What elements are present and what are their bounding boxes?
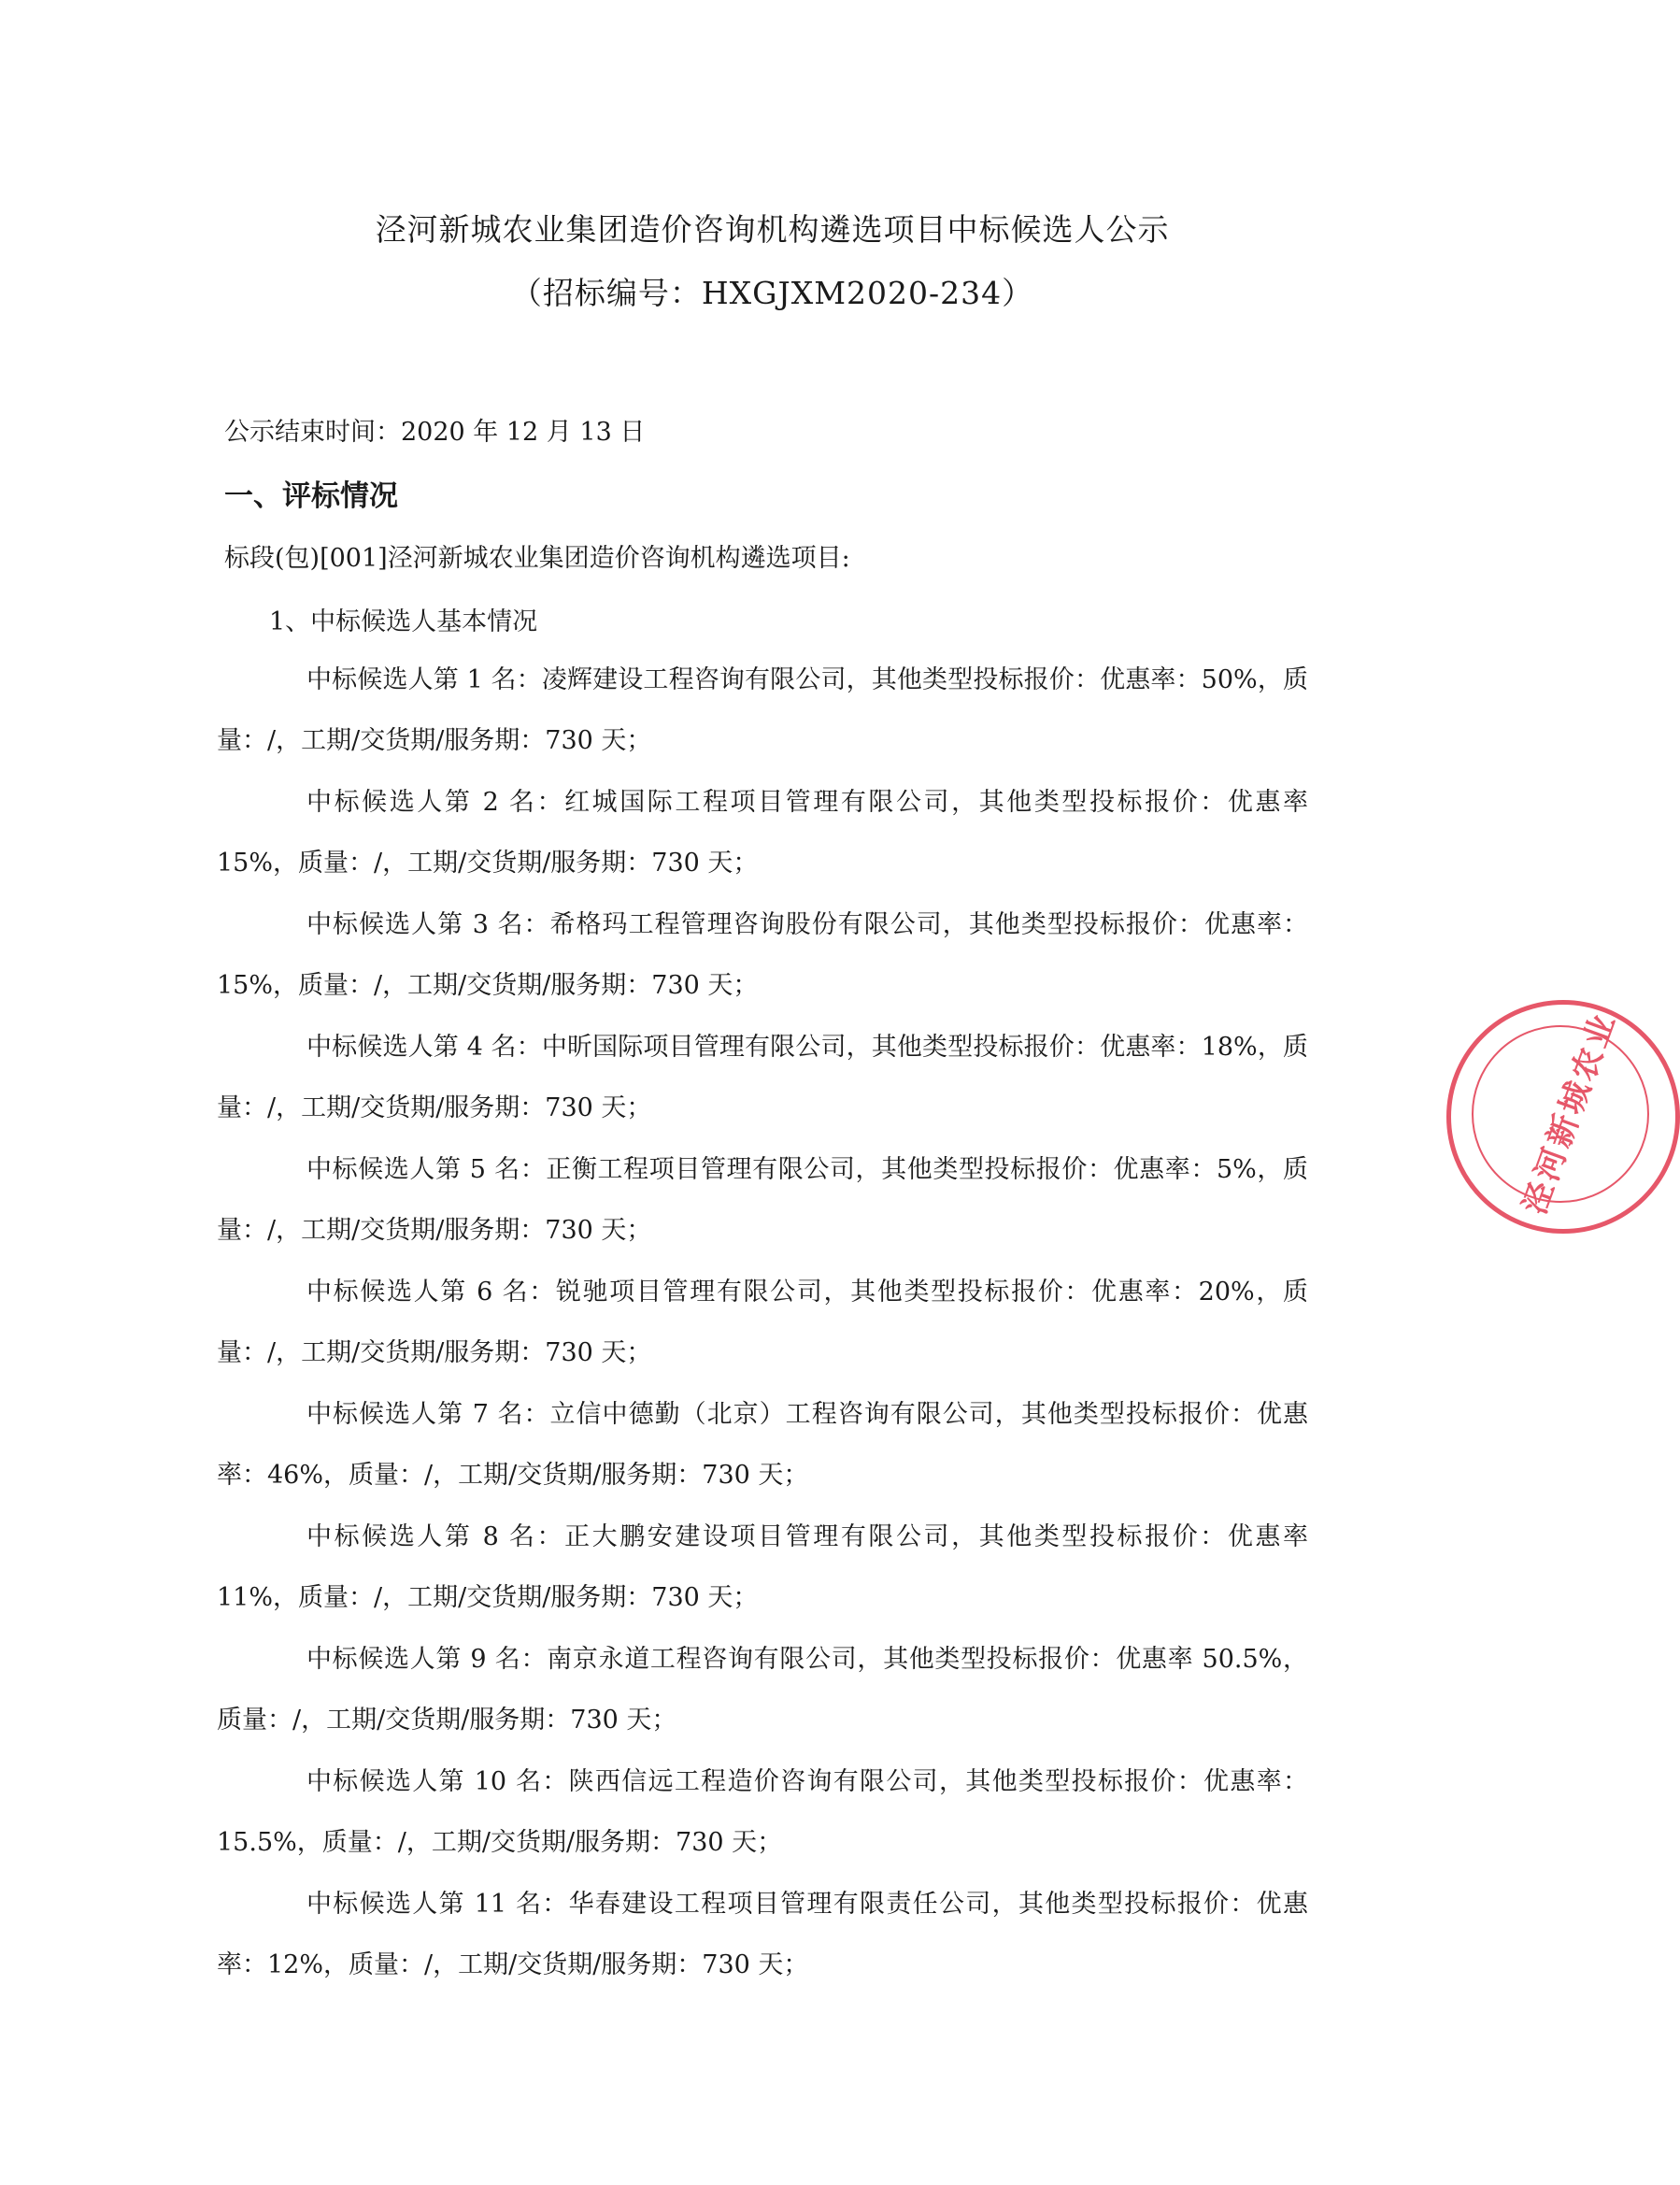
section-heading-evaluation: 一、评标情况 — [224, 479, 398, 513]
subsection-heading: 1、中标候选人基本情况 — [269, 607, 538, 636]
candidate-paragraph: 中标候选人第 6 名：锐驰项目管理有限公司，其他类型投标报价：优惠率：20%，质量：/，工期/交货期/服务期：730 天； — [217, 1278, 1308, 1367]
red-seal-stamp — [1446, 1000, 1680, 1234]
candidate-paragraph: 中标候选人第 7 名：立信中德勤（北京）工程咨询有限公司，其他类型投标报价：优惠率：46%，质量：/，工期/交货期/服务期：730 天； — [217, 1400, 1308, 1490]
candidate-paragraph: 中标候选人第 2 名：红城国际工程项目管理有限公司，其他类型投标报价：优惠率 15%，质量：/，工期/交货期/服务期：730 天； — [217, 788, 1308, 878]
candidate-paragraph: 中标候选人第 1 名：凌辉建设工程咨询有限公司，其他类型投标报价：优惠率：50%，质量：/，工期/交货期/服务期：730 天； — [217, 665, 1308, 755]
candidate-paragraph: 中标候选人第 4 名：中昕国际项目管理有限公司，其他类型投标报价：优惠率：18%，质量：/，工期/交货期/服务期：730 天； — [217, 1033, 1308, 1122]
candidate-paragraph: 中标候选人第 8 名：正大鹏安建设项目管理有限公司，其他类型投标报价：优惠率 11%，质量：/，工期/交货期/服务期：730 天； — [217, 1522, 1308, 1612]
seal-text: 泾河新城农业 — [1516, 1006, 1625, 1220]
lot-line: 标段(包)[001]泾河新城农业集团造价咨询机构遴选项目: — [224, 544, 850, 573]
notice-end-time: 公示结束时间：2020 年 12 月 13 日 — [224, 418, 646, 447]
candidate-paragraph: 中标候选人第 5 名：正衡工程项目管理有限公司，其他类型投标报价：优惠率：5%，质量：/，工期/交货期/服务期：730 天； — [217, 1155, 1308, 1245]
candidate-paragraph: 中标候选人第 9 名：南京永道工程咨询有限公司，其他类型投标报价：优惠率 50.5%，质量：/，工期/交货期/服务期：730 天； — [217, 1645, 1308, 1735]
document-title: 泾河新城农业集团造价咨询机构遴选项目中标候选人公示 — [375, 211, 1170, 248]
candidate-paragraph: 中标候选人第 10 名：陕西信远工程造价咨询有限公司，其他类型投标报价：优惠率：15.5%，质量：/，工期/交货期/服务期：730 天； — [217, 1767, 1308, 1857]
tender-number: （招标编号：HXGJXM2020-234） — [510, 275, 1034, 311]
candidate-paragraph: 中标候选人第 11 名：华春建设工程项目管理有限责任公司，其他类型投标报价：优惠率：12%，质量：/，工期/交货期/服务期：730 天； — [217, 1890, 1308, 1979]
candidate-paragraph: 中标候选人第 3 名：希格玛工程管理咨询股份有限公司，其他类型投标报价：优惠率：15%，质量：/，工期/交货期/服务期：730 天； — [217, 910, 1308, 1000]
